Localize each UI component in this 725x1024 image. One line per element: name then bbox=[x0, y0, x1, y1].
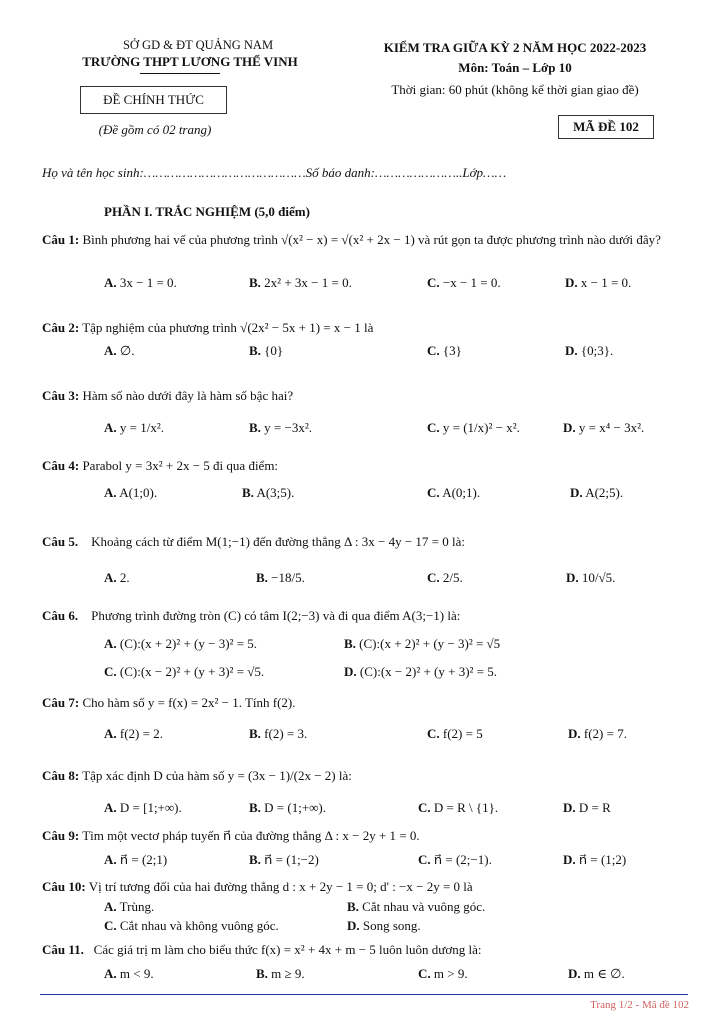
q8-option-a: A. D = [1;+∞). bbox=[104, 800, 182, 815]
q6-option-c: C. (C):(x − 2)² + (y + 3)² = √5. bbox=[104, 664, 265, 679]
q11-option-c: C. m > 9. bbox=[418, 966, 468, 981]
school-underline bbox=[140, 73, 220, 74]
q8-option-d: D. D = R bbox=[563, 800, 611, 815]
q6-option-b: B. (C):(x + 2)² + (y − 3)² = √5 bbox=[344, 636, 501, 651]
q1-option-c: C. −x − 1 = 0. bbox=[427, 275, 501, 290]
question-7: Câu 7: Cho hàm số y = f(x) = 2x² − 1. Tính f(2). bbox=[42, 695, 296, 710]
question-6: Câu 6. Phương trình đường tròn (C) có tâm I(2;−3) và đi qua điểm A(3;−1) là: bbox=[42, 608, 461, 623]
q3-option-a: A. y = 1/x². bbox=[104, 420, 164, 435]
question-8: Câu 8: Tập xác định D của hàm số y = (3x − 1)/(2x − 2) là: bbox=[42, 768, 352, 783]
question-2: Câu 2: Tập nghiệm của phương trình √(2x² − 5x + 1) = x − 1 là bbox=[42, 320, 374, 335]
footer-divider bbox=[40, 994, 688, 995]
q9-option-b: B. n⃗ = (1;−2) bbox=[249, 852, 319, 867]
exam-title: KIỂM TRA GIỮA KỲ 2 NĂM HỌC 2022-2023 bbox=[383, 40, 647, 55]
q10-option-c: C. Cắt nhau và không vuông góc. bbox=[104, 918, 279, 933]
q5-option-b: B. −18/5. bbox=[256, 570, 305, 585]
q5-option-a: A. 2. bbox=[104, 570, 130, 585]
question-11: Câu 11. Các giá trị m làm cho biểu thức f(x) = x² + 4x + m − 5 luôn luôn dương là: bbox=[42, 942, 482, 957]
question-text: Bình phương hai vế của phương trình √(x² − x) = √(x² + 2x − 1) và rút gọn ta được phương trình nào dưới đây? bbox=[82, 232, 661, 247]
question-label: Câu 1: bbox=[42, 232, 80, 247]
q1-option-b: B. 2x² + 3x − 1 = 0. bbox=[249, 275, 352, 290]
q9-option-d: D. n⃗ = (1;2) bbox=[563, 852, 627, 867]
question-1 bbox=[42, 230, 692, 249]
q3-option-c: C. y = (1/x)² − x². bbox=[427, 420, 520, 435]
q11-option-b: B. m ≥ 9. bbox=[256, 966, 305, 981]
q5-option-c: C. 2/5. bbox=[427, 570, 463, 585]
q5-option-d: D. 10/√5. bbox=[566, 570, 616, 585]
q1-option-d: D. x − 1 = 0. bbox=[565, 275, 632, 290]
q9-option-a: A. n⃗ = (2;1) bbox=[104, 852, 168, 867]
q7-option-c: C. f(2) = 5 bbox=[427, 726, 483, 741]
exam-code-box: MÃ ĐỀ 102 bbox=[558, 115, 654, 139]
question-9: Câu 9: Tìm một vectơ pháp tuyến n⃗ của đường thẳng Δ : x − 2y + 1 = 0. bbox=[42, 828, 420, 843]
q8-option-c: C. D = R \ {1}. bbox=[418, 800, 499, 815]
q8-option-b: B. D = (1;+∞). bbox=[249, 800, 327, 815]
q10-option-d: D. Song song. bbox=[347, 918, 421, 933]
school-name: TRƯỜNG THPT LƯƠNG THẾ VINH bbox=[82, 54, 298, 69]
q6-option-d: D. (C):(x − 2)² + (y + 3)² = 5. bbox=[344, 664, 498, 679]
q4-option-b: B. A(3;5). bbox=[242, 485, 295, 500]
q4-option-c: C. A(0;1). bbox=[427, 485, 481, 500]
q9-option-c: C. n⃗ = (2;−1). bbox=[418, 852, 492, 867]
q11-option-d: D. m ∈ ∅. bbox=[568, 966, 625, 981]
question-3: Câu 3: Hàm số nào dưới đây là hàm số bậc hai? bbox=[42, 388, 294, 403]
q1-option-a: A. 3x − 1 = 0. bbox=[104, 275, 177, 290]
q7-option-d: D. f(2) = 7. bbox=[568, 726, 627, 741]
time-line: Thời gian: 60 phút (không kể thời gian giao đề) bbox=[391, 82, 639, 97]
student-info-line: Họ và tên học sinh:……………………………………Số báo danh:…………………..Lớp…… bbox=[42, 165, 507, 180]
subject-line: Môn: Toán – Lớp 10 bbox=[458, 60, 572, 75]
question-4: Câu 4: Parabol y = 3x² + 2x − 5 đi qua điểm: bbox=[42, 458, 279, 473]
q11-option-a: A. m < 9. bbox=[104, 966, 154, 981]
q2-option-a: A. ∅. bbox=[104, 343, 135, 358]
pages-note: (Đề gồm có 02 trang) bbox=[98, 122, 212, 137]
q7-option-b: B. f(2) = 3. bbox=[249, 726, 308, 741]
q10-option-a: A. Trùng. bbox=[104, 899, 155, 914]
q7-option-a: A. f(2) = 2. bbox=[104, 726, 163, 741]
q3-option-b: B. y = −3x². bbox=[249, 420, 312, 435]
q6-option-a: A. (C):(x + 2)² + (y − 3)² = 5. bbox=[104, 636, 258, 651]
question-5: Câu 5. Khoảng cách từ điểm M(1;−1) đến đường thẳng Δ : 3x − 4y − 17 = 0 là: bbox=[42, 534, 465, 549]
q2-option-b: B. {0} bbox=[249, 343, 284, 358]
section-title: PHẦN I. TRẮC NGHIỆM (5,0 điểm) bbox=[104, 204, 310, 219]
q4-option-a: A. A(1;0). bbox=[104, 485, 158, 500]
question-10: Câu 10: Vị trí tương đối của hai đường thẳng d : x + 2y − 1 = 0; d' : −x − 2y = 0 là bbox=[42, 879, 473, 894]
q3-option-d: D. y = x⁴ − 3x². bbox=[563, 420, 645, 435]
department-name: SỞ GD & ĐT QUẢNG NAM bbox=[122, 38, 274, 52]
q10-option-b: B. Cắt nhau và vuông góc. bbox=[347, 899, 486, 914]
q4-option-d: D. A(2;5). bbox=[570, 485, 624, 500]
q2-option-c: C. {3} bbox=[427, 343, 462, 358]
official-box: ĐỀ CHÍNH THỨC bbox=[80, 86, 227, 114]
page-footer: Trang 1/2 - Mã đề 102 bbox=[590, 999, 689, 1011]
q2-option-d: D. {0;3}. bbox=[565, 343, 614, 358]
